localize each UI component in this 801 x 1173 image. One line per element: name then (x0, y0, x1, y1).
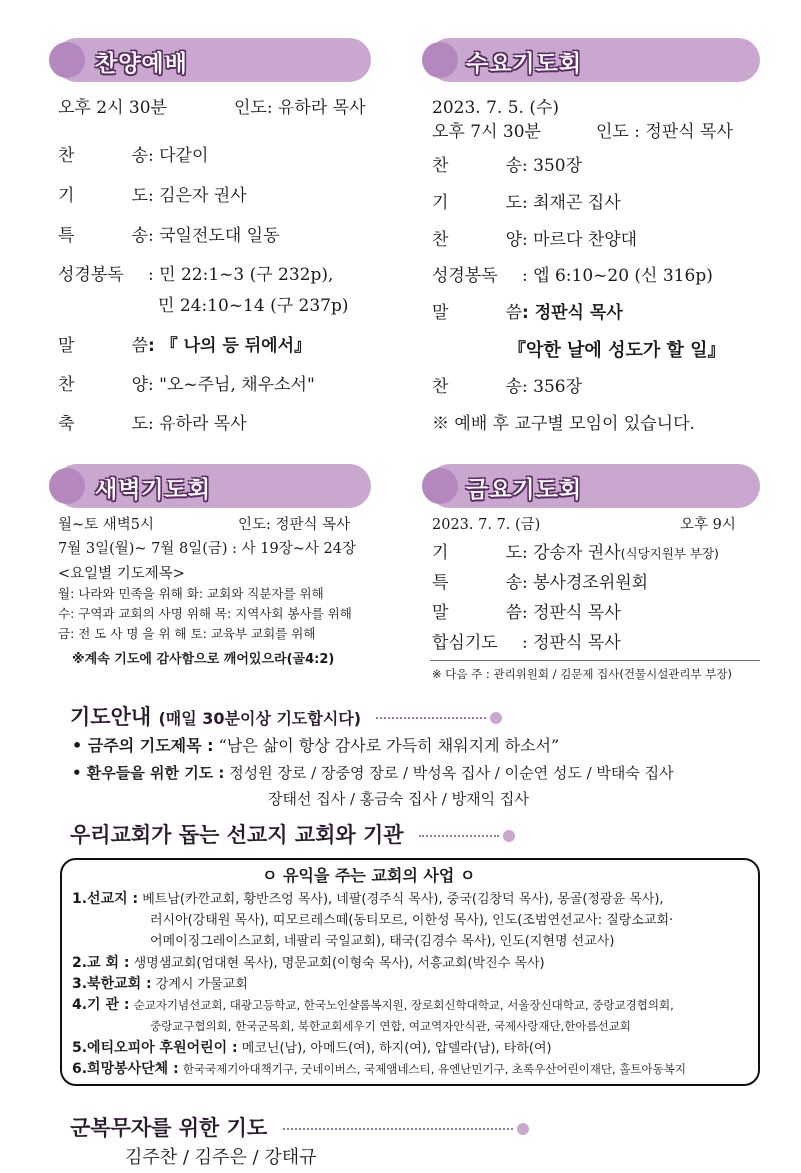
dawn-time: 월~토 새벽5시 (58, 517, 155, 533)
military-title: 군복무자를 위한 기도 (70, 1116, 268, 1140)
wednesday-note: ※ 예배 후 교구별 모임이 있습니다. (432, 414, 695, 434)
wednesday-row (432, 230, 637, 250)
friday-row (432, 633, 621, 653)
dotted-leader (376, 717, 486, 719)
wednesday-time: 오후 7시 30분 (432, 122, 541, 142)
dawn-header (55, 464, 371, 508)
mission-text: 생명샘교회(엄대현 목사), 명문교회(이형숙 목사), 서흥교회(박진수 목사) (133, 956, 545, 971)
row-value: : 350장 (522, 156, 583, 176)
mission-key: 3.북한교회 : (72, 976, 152, 992)
praise-row (58, 336, 311, 356)
row-value: : 민 22:1~3 (구 232p), (148, 265, 334, 285)
friday-header (428, 464, 760, 508)
row-note: (식당지원부 부장) (620, 546, 719, 561)
praise-leader: 인도: 유하라 목사 (234, 98, 366, 118)
row-label: 말 씀 (58, 336, 148, 356)
prayer-item-label: • 금주의 기도제목 : (72, 736, 214, 755)
dawn-topics-title: <요일별 기도제목> (58, 566, 185, 582)
praise-header (55, 38, 371, 82)
row-label: 찬 송 (58, 146, 148, 166)
praise-row (58, 186, 247, 206)
wednesday-row (432, 156, 582, 176)
mission-row (150, 912, 673, 929)
mission-text: 순교자기념선교회, 대광고등학교, 한국노인샬롬복지원, 장로회신학대학교, 서울장신대학교, 중랑교경협의회, (133, 998, 674, 1012)
row-label: 특 송 (432, 573, 522, 593)
friday-time: 오후 9시 (680, 517, 736, 533)
row-value: : 엡 6:10~20 (신 316p) (522, 266, 713, 286)
mission-row (72, 976, 248, 993)
wednesday-sermon-title: 『악한 날에 성도가 할 일』 (508, 340, 726, 361)
row-value: : 356장 (522, 377, 583, 397)
row-label: 찬 양 (58, 375, 148, 395)
praise-row (58, 265, 333, 285)
header-dot-icon (49, 42, 85, 78)
mission-text: 한국국제기아대책기구, 굿네이버스, 국제앰네스티, 유엔난민기구, 초록우산어린이재단, 홀트아동복지 (182, 1062, 686, 1076)
friday-row (432, 543, 719, 563)
end-dot-icon (517, 1123, 529, 1135)
wednesday-row (432, 266, 713, 286)
row-label: 기 도 (432, 193, 522, 213)
mission-text: 강계시 가물교회 (155, 977, 248, 992)
row-label: 성경봉독 (432, 266, 498, 286)
row-label: 찬 송 (432, 156, 522, 176)
prayer-guide-subtitle: (매일 30분이상 기도합시다) (158, 709, 362, 728)
mission-text: 어메이징그레이스교회, 네팔리 국일교회), 태국(김경수 목사), 인도(지현명 선교사) (150, 934, 615, 949)
header-dot-icon (422, 468, 458, 504)
row-label: 축 도 (58, 414, 148, 434)
row-label: 합심기도 (432, 633, 498, 653)
praise-time: 오후 2시 30분 (58, 98, 167, 118)
dawn-range: 7월 3일(월)~ 7월 8일(금) : 사 19장~사 24장 (58, 541, 356, 557)
mission-row (150, 933, 614, 950)
wednesday-date: 2023. 7. 5. (수) (432, 98, 560, 118)
mission-key: 6.희망봉사단체 : (72, 1061, 179, 1077)
missions-box-title: ㅇ 유익을 주는 교회의 사업 ㅇ (262, 866, 476, 885)
friday-date: 2023. 7. 7. (금) (432, 517, 541, 533)
header-dot-icon (49, 468, 85, 504)
mission-row (72, 1061, 686, 1078)
end-dot-icon (490, 712, 502, 724)
praise-row (58, 414, 247, 434)
prayer-item (72, 736, 559, 756)
mission-key: 2.교 회 : (72, 955, 130, 971)
prayer-guide-title: 기도안내 (70, 705, 152, 729)
row-label: 특 송 (58, 226, 148, 246)
prayer-item-value: 정성원 장로 / 장중영 장로 / 박성옥 집사 / 이순연 성도 / 박태숙 집사 (229, 764, 674, 782)
dawn-topic: 금: 전 도 사 명 을 위 해 토: 교육부 교회를 위해 (58, 626, 316, 641)
friday-title: 금요기도회 (466, 477, 583, 503)
prayer-item-cont: 장태선 집사 / 홍금숙 집사 / 방재익 집사 (268, 790, 529, 808)
sermon-title: : 『 나의 등 뒤에서』 (148, 336, 312, 356)
praise-row (58, 146, 208, 166)
missions-header (70, 819, 515, 849)
dawn-verse: ※계속 기도에 감사함으로 깨어있으라(골4:2) (72, 652, 335, 667)
row-value: : 최재곤 집사 (522, 193, 621, 213)
row-label: 찬 양 (432, 230, 522, 250)
row-label: 말 씀 (432, 303, 522, 323)
praise-row-cont (158, 296, 349, 316)
mission-text: 중랑교구협의회, 한국군목회, 북한교회세우기 연합, 여교역자안식관, 국제사랑재단,한아름선교회 (150, 1019, 631, 1033)
mission-row (72, 1040, 552, 1057)
wednesday-row (432, 303, 623, 323)
row-value: : 강송자 권사 (522, 543, 621, 563)
row-value: : 국일전도대 일동 (148, 226, 280, 246)
wednesday-row (432, 377, 582, 397)
mission-key: 4.기 관 : (72, 997, 130, 1013)
wednesday-title: 수요기도회 (466, 51, 583, 77)
mission-key: 1.선교지 : (72, 891, 139, 907)
row-label: 성경봉독 (58, 265, 124, 285)
dawn-topic: 수: 구역과 교회의 사명 위해 목: 지역사회 봉사를 위해 (58, 606, 352, 621)
praise-row (58, 375, 315, 395)
military-header (70, 1112, 529, 1142)
mission-row (72, 891, 664, 908)
friday-row (432, 603, 621, 623)
row-value: : "오~주님, 채우소서" (148, 375, 315, 395)
dawn-leader: 인도: 정판식 목사 (238, 517, 351, 533)
dotted-leader (419, 835, 499, 837)
row-value: : 정판식 목사 (522, 633, 621, 653)
row-label: 말 씀 (432, 603, 522, 623)
praise-title: 찬양예배 (95, 51, 188, 77)
end-dot-icon (503, 830, 515, 842)
header-dot-icon (422, 42, 458, 78)
mission-key: 5.에티오피아 후원어린이 : (72, 1040, 238, 1056)
row-value: : 정판식 목사 (522, 303, 623, 323)
prayer-guide-header (70, 701, 502, 731)
friday-row (432, 573, 648, 593)
mission-text: 메코닌(남), 아메드(여), 하지(여), 압델라(남), 타하(여) (241, 1041, 552, 1056)
missions-title: 우리교회가 돕는 선교지 교회와 기관 (70, 823, 404, 847)
mission-text: 베트남(카깐교회, 황반즈엉 목사), 네팔(경주식 목사), 중국(김창덕 목사), 몽골(정광윤 목사), (142, 892, 664, 907)
row-label: 기 도 (58, 186, 148, 206)
friday-next: ※ 다음 주 : 관리위원회 / 김문제 집사(건물시설관리부 부장) (432, 667, 732, 681)
mission-row (150, 1018, 631, 1035)
prayer-item-value: “남은 삶이 항상 감사로 가득히 채워지게 하소서” (218, 736, 560, 755)
row-value: : 봉사경조위원회 (522, 573, 649, 593)
prayer-item-label: • 환우들을 위한 기도 : (72, 764, 225, 782)
dawn-topic: 월: 나라와 민족을 위해 화: 교회와 직분자를 위해 (58, 586, 324, 601)
praise-row (58, 226, 280, 246)
mission-row (72, 955, 545, 972)
wednesday-row (432, 193, 621, 213)
row-value: : 김은자 권사 (148, 186, 247, 206)
friday-divider (430, 660, 760, 661)
row-value: : 다같이 (148, 146, 209, 166)
row-label: 기 도 (432, 543, 522, 563)
mission-row (72, 997, 674, 1014)
row-value: : 마르다 찬양대 (522, 230, 638, 250)
row-label: 찬 송 (432, 377, 522, 397)
dotted-leader (283, 1128, 513, 1130)
row-value: 민 24:10~14 (구 237p) (158, 296, 349, 316)
row-value: : 유하라 목사 (148, 414, 247, 434)
prayer-item (72, 763, 674, 783)
military-names: 김주찬 / 김주은 / 강태규 (125, 1147, 317, 1168)
row-value: : 정판식 목사 (522, 603, 621, 623)
wednesday-leader: 인도 : 정판식 목사 (596, 122, 733, 142)
dawn-title: 새벽기도회 (95, 477, 212, 503)
mission-text: 러시아(강태원 목사), 띠모르레스떼(동티모르, 이한성 목사), 인도(조범연선교사: 질랑소교회· (150, 913, 674, 928)
wednesday-header (428, 38, 760, 82)
